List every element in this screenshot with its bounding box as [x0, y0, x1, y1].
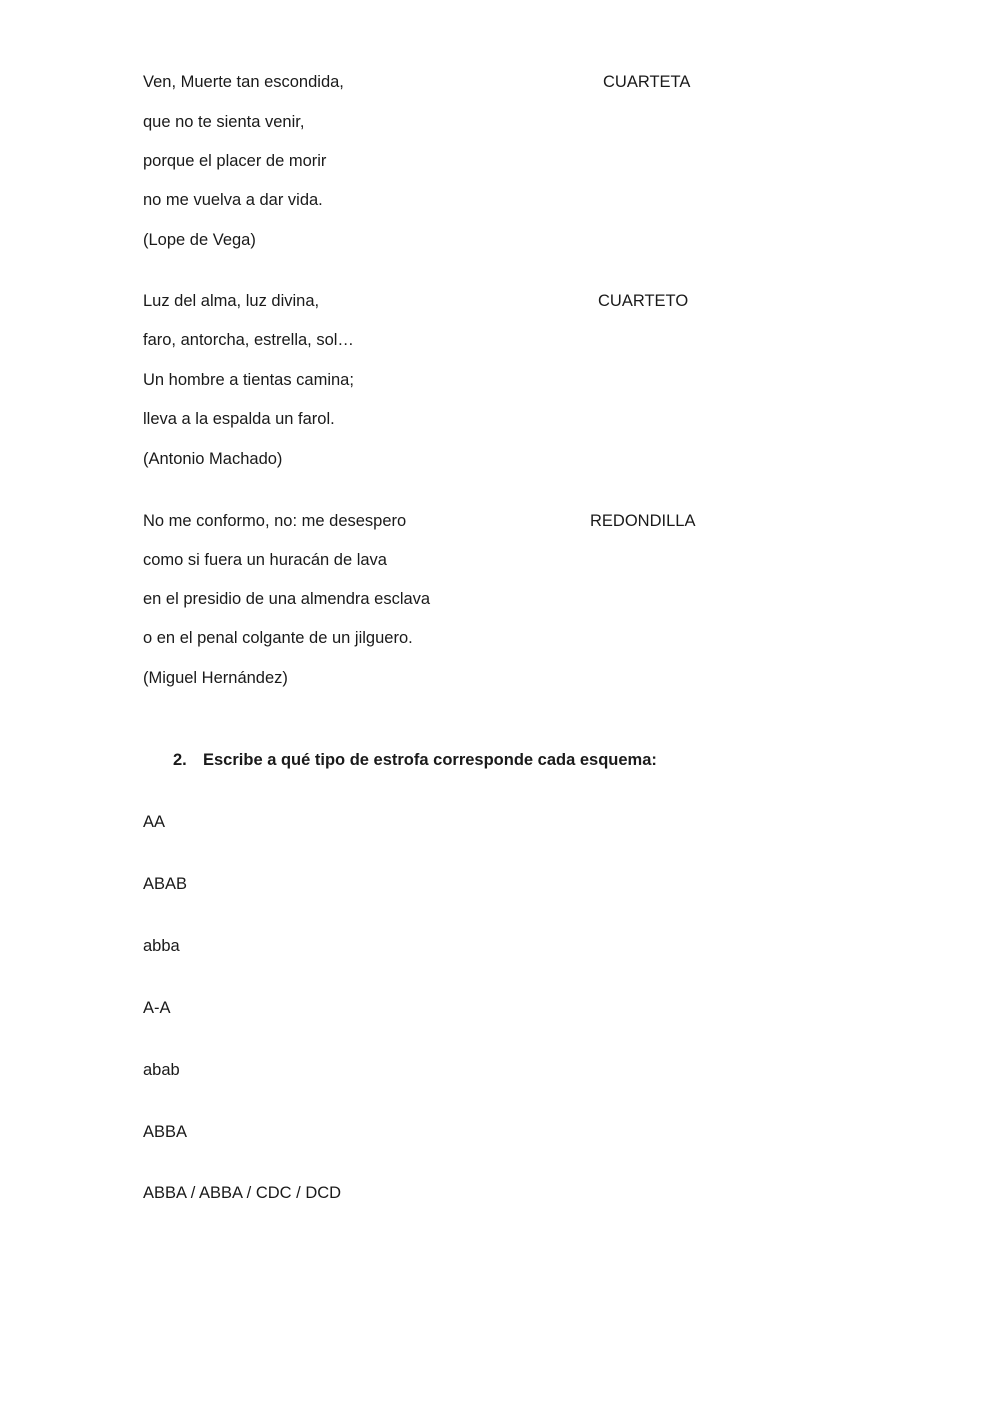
scheme-item: abba [143, 937, 180, 955]
stanza-3-line-2: como si fuera un huracán de lava [143, 551, 387, 569]
stanza-2-line-2: faro, antorcha, estrella, sol… [143, 331, 354, 349]
stanza-2-line-1: Luz del alma, luz divina, [143, 292, 320, 310]
stanza-3-type-label: REDONDILLA [590, 512, 696, 530]
stanza-3-author: (Miguel Hernández) [143, 669, 288, 687]
stanza-2-type-label: CUARTETO [598, 292, 689, 310]
stanza-1-line-3: porque el placer de morir [143, 152, 327, 170]
stanza-2-line-3: Un hombre a tientas camina; [143, 371, 354, 389]
stanza-2-author: (Antonio Machado) [143, 450, 283, 468]
stanza-3-line-1: No me conformo, no: me desespero [143, 512, 407, 530]
question-number: 2. [173, 751, 187, 769]
scheme-item: A-A [143, 999, 171, 1017]
stanza-3-line-4: o en el penal colgante de un jilguero. [143, 629, 413, 647]
stanza-1-type-label: CUARTETA [603, 73, 691, 91]
stanza-1-line-2: que no te sienta venir, [143, 113, 305, 131]
question-text: Escribe a qué tipo de estrofa corresponde cada esquema: [203, 751, 657, 769]
stanza-1-line-4: no me vuelva a dar vida. [143, 191, 323, 209]
scheme-item: ABAB [143, 875, 188, 893]
stanza-1-line-1: Ven, Muerte tan escondida, [143, 73, 344, 91]
question-heading [173, 750, 657, 770]
scheme-item: ABBA / ABBA / CDC / DCD [143, 1184, 342, 1202]
scheme-item: ABBA [143, 1123, 188, 1141]
stanza-3-line-3: en el presidio de una almendra esclava [143, 590, 431, 608]
scheme-item: AA [143, 813, 166, 831]
scheme-item: abab [143, 1061, 180, 1079]
stanza-1-author: (Lope de Vega) [143, 231, 256, 249]
stanza-2-line-4: lleva a la espalda un farol. [143, 410, 335, 428]
